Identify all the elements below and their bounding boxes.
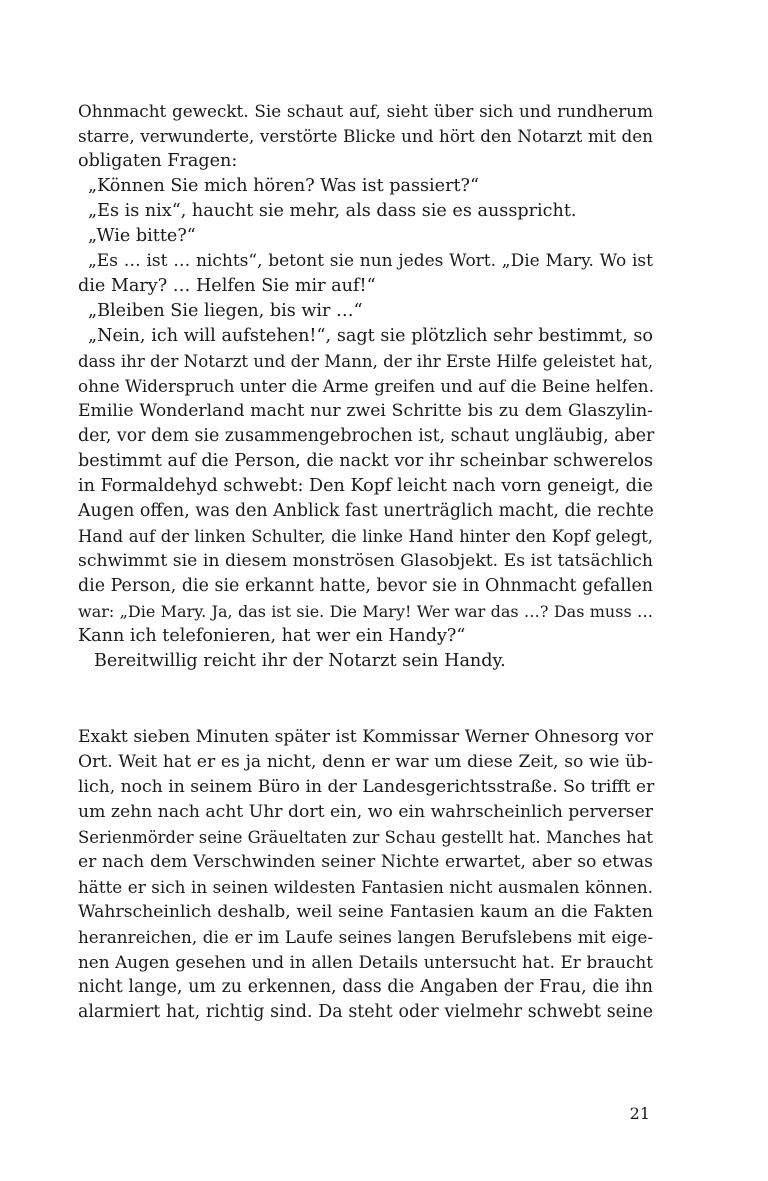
text-line: war: „Die Mary. Ja, das ist sie. Die Mary! Wer war das …? Das muss … [78, 602, 653, 621]
text-line: nicht lange, um zu erkennen, dass die Angaben der Frau, die ihn [78, 977, 653, 997]
text-line: nen Augen gesehen und in allen Details untersucht hat. Er braucht [78, 952, 653, 972]
text-line: in Formaldehyd schwebt: Den Kopf leicht nach vorn geneigt, die [78, 476, 653, 496]
text-line: „Es is nix“, haucht sie mehr, als dass sie es ausspricht. [88, 201, 577, 221]
text-line: um zehn nach acht Uhr dort ein, wo ein wahrscheinlich perverser [78, 802, 653, 822]
text-line: „Wie bitte?“ [88, 226, 196, 246]
text-line: schwimmt sie in diesem monströsen Glasobjekt. Es ist tatsächlich [78, 551, 653, 571]
text-line: Kann ich telefonieren, hat wer ein Handy?“ [78, 626, 466, 646]
text-line: Exakt sieben Minuten später ist Kommissar Werner Ohnesorg vor [78, 727, 653, 747]
text-line: Ohnmacht geweckt. Sie schaut auf, sieht über sich und rundherum [78, 101, 653, 121]
text-line: dass ihr der Notarzt und der Mann, der ihr Erste Hilfe geleistet hat, [78, 352, 653, 371]
text-line: Wahrscheinlich deshalb, weil seine Fantasien kaum an die Fakten [78, 902, 653, 922]
text-line: Augen offen, was den Anblick fast unerträglich macht, die rechte [78, 501, 654, 521]
text-line: starre, verwunderte, verstörte Blicke und hört den Notarzt mit den [78, 126, 653, 146]
text-line: ohne Widerspruch unter die Arme greifen und auf die Beine helfen. [78, 376, 654, 396]
page-number: 21 [629, 1104, 650, 1123]
text-line: „Können Sie mich hören? Was ist passiert?“ [88, 176, 479, 196]
text-line: hätte er sich in seinen wildesten Fantasien nicht ausmalen können. [78, 877, 653, 897]
text-line: Bereitwillig reicht ihr der Notarzt sein Handy. [94, 651, 506, 671]
text-line: „Es … ist … nichts“, betont sie nun jedes Wort. „Die Mary. Wo ist [88, 251, 653, 271]
text-line: „Nein, ich will aufstehen!“, sagt sie plötzlich sehr bestimmt, so [88, 326, 653, 346]
paragraph-block-dialogue [78, 99, 653, 674]
text-line: Hand auf der linken Schulter, die linke Hand hinter den Kopf gelegt, [78, 527, 653, 546]
text-line: alarmiert hat, richtig sind. Da steht oder vielmehr schwebt seine [78, 1002, 653, 1022]
text-line: die Mary? … Helfen Sie mir auf!“ [78, 276, 376, 296]
text-line: der, vor dem sie zusammengebrochen ist, schaut ungläubig, aber [78, 426, 655, 446]
text-line: Ort. Weit hat er es ja nicht, denn er war um diese Zeit, so wie üb- [78, 752, 653, 772]
text-line: obligaten Fragen: [78, 151, 238, 171]
text-line: er nach dem Verschwinden seiner Nichte erwartet, aber so etwas [78, 852, 653, 872]
text-line: heranreichen, die er im Laufe seines langen Berufslebens mit eige- [78, 927, 653, 947]
paragraph-block-narrative [78, 725, 653, 1025]
text-line: Serienmörder seine Gräueltaten zur Schau gestellt hat. Manches hat [78, 828, 653, 847]
text-line: bestimmt auf die Person, die nackt vor ihr scheinbar schwerelos [78, 451, 653, 471]
text-line: Emilie Wonderland macht nur zwei Schritte bis zu dem Glaszylin- [78, 401, 653, 421]
text-line: „Bleiben Sie liegen, bis wir …“ [88, 301, 363, 321]
text-line: die Person, die sie erkannt hatte, bevor sie in Ohnmacht gefallen [78, 576, 653, 596]
text-line: lich, noch in seinem Büro in der Landesgerichtsstraße. So trifft er [78, 777, 655, 797]
